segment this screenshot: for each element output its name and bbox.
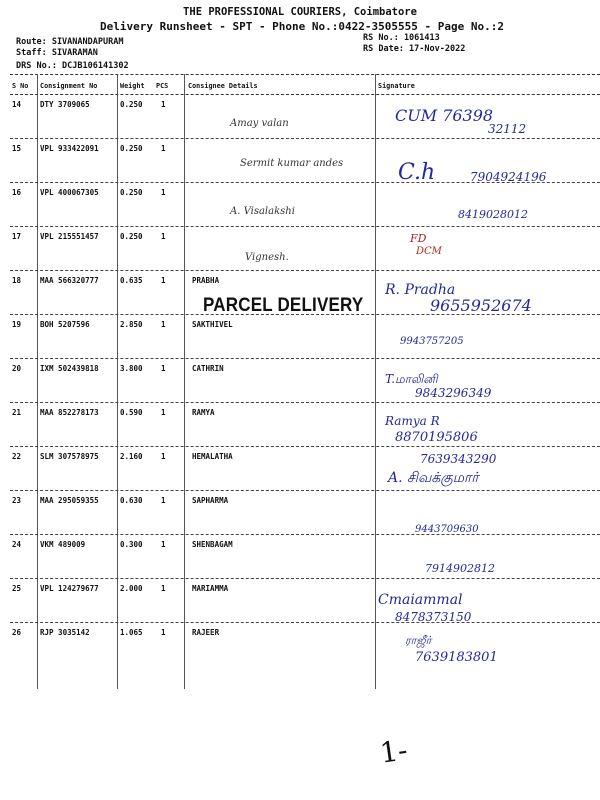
row-weight: 0.300 — [120, 540, 143, 549]
column-divider — [37, 74, 38, 689]
row-divider — [10, 446, 600, 447]
handwritten-consignee: Vignesh. — [245, 252, 289, 263]
row-sno: 23 — [12, 496, 22, 505]
signature-text: ராஜீர் — [405, 634, 432, 647]
col-header-sno: S No — [12, 82, 29, 90]
signature-phone: 8478373150 — [395, 610, 472, 624]
table-top-border — [10, 74, 600, 75]
row-weight: 0.635 — [120, 276, 143, 285]
col-header-weight: Weight — [120, 82, 145, 90]
row-pcs: 1 — [161, 320, 166, 329]
row-weight: 0.250 — [120, 188, 143, 197]
row-sno: 26 — [12, 628, 22, 637]
row-consignment-no: VPL 124279677 — [40, 584, 99, 593]
row-consignment-no: IXM 502439818 — [40, 364, 99, 373]
row-consignment-no: MAA 295059355 — [40, 496, 99, 505]
signature-text: 9443709630 — [415, 524, 479, 535]
row-consignment-no: DTY 3709065 — [40, 100, 90, 109]
signature-phone: 32112 — [488, 122, 527, 136]
row-pcs: 1 — [161, 276, 166, 285]
table-header-border — [10, 94, 600, 95]
row-pcs: 1 — [161, 232, 166, 241]
signature-text: R. Pradha — [385, 282, 456, 298]
col-header-consignee: Consignee Details — [188, 82, 258, 90]
drs-number: DRS No.: DCJB106141302 — [16, 61, 129, 71]
row-sno: 24 — [12, 540, 22, 549]
row-pcs: 1 — [161, 188, 166, 197]
row-weight: 3.800 — [120, 364, 143, 373]
row-weight: 0.250 — [120, 100, 143, 109]
row-pcs: 1 — [161, 452, 166, 461]
handwritten-consignee: Sermit kumar andes — [240, 158, 344, 169]
signature-phone: 9655952674 — [430, 296, 532, 315]
signature-text: 7639343290 — [420, 452, 497, 466]
signature-text: Cmaiammal — [378, 592, 463, 608]
row-consignment-no: VPL 400067305 — [40, 188, 99, 197]
row-sno: 16 — [12, 188, 22, 197]
row-pcs: 1 — [161, 100, 166, 109]
signature-text: C.h — [398, 160, 436, 185]
handwritten-page-mark: 1- — [377, 733, 410, 770]
row-consignee: SAKTHIVEL — [192, 320, 233, 329]
row-consignee: SHENBAGAM — [192, 540, 233, 549]
row-sno: 18 — [12, 276, 22, 285]
column-divider — [184, 74, 185, 689]
row-weight: 2.000 — [120, 584, 143, 593]
row-sno: 14 — [12, 100, 22, 109]
row-consignee: HEMALATHA — [192, 452, 233, 461]
row-consignment-no: MAA 566320777 — [40, 276, 99, 285]
row-weight: 0.630 — [120, 496, 143, 505]
row-consignment-no: BOH 5207596 — [40, 320, 90, 329]
signature-phone: 7639183801 — [415, 650, 498, 665]
signature-text: CUM 76398 — [395, 106, 494, 125]
signature-phone: A. சிவக்குமார் — [388, 470, 479, 486]
row-divider — [10, 402, 600, 403]
row-divider — [10, 270, 600, 271]
signature-text: 9943757205 — [400, 336, 464, 347]
row-consignee: PRABHA — [192, 276, 220, 285]
rs-date: RS Date: 17-Nov-2022 — [363, 44, 466, 54]
signature-text: FD — [410, 232, 427, 245]
col-header-signature: Signature — [378, 82, 415, 90]
row-consignee: CATHRIN — [192, 364, 224, 373]
staff-label: Staff: SIVARAMAN — [16, 48, 98, 58]
signature-phone: 7904924196 — [470, 170, 547, 184]
rs-number: RS No.: 1061413 — [363, 33, 440, 43]
row-pcs: 1 — [161, 496, 166, 505]
column-divider — [117, 74, 118, 689]
row-weight: 2.160 — [120, 452, 143, 461]
parcel-delivery-stamp: PARCEL DELIVERY — [203, 293, 364, 316]
row-consignee: RAJEER — [192, 628, 220, 637]
row-sno: 19 — [12, 320, 22, 329]
row-consignment-no: VPL 933422091 — [40, 144, 99, 153]
row-pcs: 1 — [161, 628, 166, 637]
col-header-pcs: PCS — [156, 82, 169, 90]
signature-phone: 9843296349 — [415, 386, 492, 400]
row-divider — [10, 622, 600, 623]
signature-phone: DCM — [416, 246, 442, 257]
row-pcs: 1 — [161, 584, 166, 593]
row-consignment-no: RJP 3035142 — [40, 628, 90, 637]
row-consignment-no: MAA 852278173 — [40, 408, 99, 417]
row-sno: 21 — [12, 408, 22, 417]
row-divider — [10, 226, 600, 227]
col-header-consignment: Consignment No — [40, 82, 98, 90]
column-divider — [375, 74, 376, 689]
row-pcs: 1 — [161, 540, 166, 549]
row-divider — [10, 138, 600, 139]
row-consignee: RAMYA — [192, 408, 215, 417]
row-pcs: 1 — [161, 408, 166, 417]
signature-text: Ramya R — [385, 414, 440, 428]
signature-text: 7914902812 — [425, 562, 495, 575]
row-divider — [10, 490, 600, 491]
row-consignment-no: VPL 215551457 — [40, 232, 99, 241]
handwritten-consignee: A. Visalakshi — [230, 206, 295, 217]
row-sno: 17 — [12, 232, 22, 241]
row-sno: 15 — [12, 144, 22, 153]
row-divider — [10, 578, 600, 579]
row-consignment-no: VKM 489009 — [40, 540, 86, 549]
signature-text: T.மாலினி — [385, 372, 438, 386]
row-pcs: 1 — [161, 144, 166, 153]
row-weight: 2.850 — [120, 320, 143, 329]
row-sno: 25 — [12, 584, 22, 593]
row-weight: 0.250 — [120, 144, 143, 153]
row-divider — [10, 534, 600, 535]
row-consignee: SAPHARMA — [192, 496, 229, 505]
row-pcs: 1 — [161, 364, 166, 373]
runsheet-subtitle: Delivery Runsheet - SPT - Phone No.:0422-3505555 - Page No.:2 — [100, 20, 504, 33]
row-sno: 22 — [12, 452, 22, 461]
row-weight: 1.065 — [120, 628, 143, 637]
row-divider — [10, 182, 600, 183]
route-label: Route: SIVANANDAPURAM — [16, 37, 124, 47]
signature-text: 8419028012 — [458, 208, 528, 221]
row-consignee: MARIAMMA — [192, 584, 229, 593]
signature-phone: 8870195806 — [395, 430, 478, 445]
row-consignment-no: SLM 307578975 — [40, 452, 99, 461]
runsheet-title: THE PROFESSIONAL COURIERS, Coimbatore — [183, 6, 417, 18]
row-weight: 0.250 — [120, 232, 143, 241]
row-sno: 20 — [12, 364, 22, 373]
row-weight: 0.590 — [120, 408, 143, 417]
row-divider — [10, 358, 600, 359]
handwritten-consignee: Amay valan — [230, 118, 289, 129]
